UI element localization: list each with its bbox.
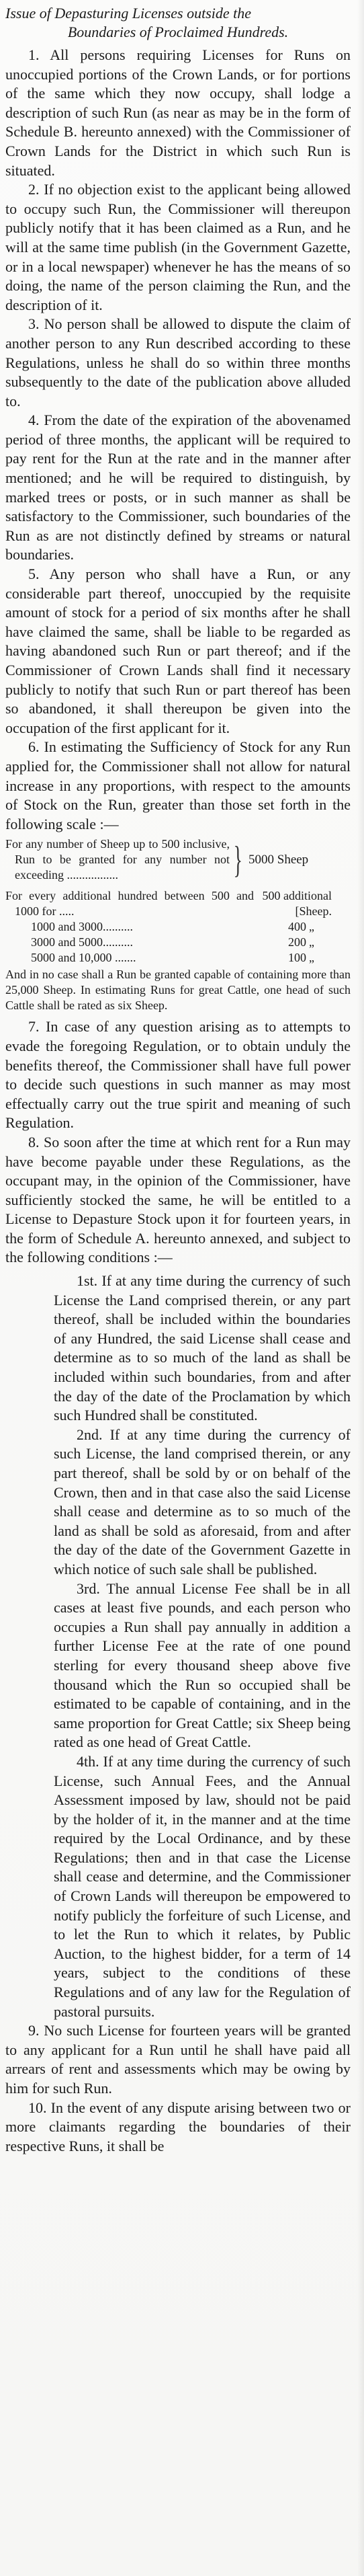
scale-additional-value: 500 additional [Sheep. [262,889,332,919]
scale-note: And in no case shall a Run be granted capable of containing more than 25,000 Sheep. In estimating Runs for great Cattle, one head of such Cattle shall be rated as six Sheep. [5,968,351,1013]
scale-tier-value: 200 [288,935,306,949]
regulation-paragraph-5: 5. Any person who shall have a Run, or any considerable part thereof, unoccupied by the requisite amount of stock for a period of six months after he shall have claimed the same, shall be liable to be regarded as having abandoned such Run or part thereof; and if the Commissioner of Crown Lands shall find it necessary publicly to notify that such Run or part thereof has been so abandoned, it shall thereupon be given into the occupation of the first applicant for it. [5,565,351,736]
scale-tier-row [5,935,351,950]
regulation-paragraph-9: 9. No such License for fourteen years will be granted to any applicant for a Run until he shall have paid all arrears of rent and assessments which may be owing by him for such Run. [5,2022,351,2097]
scan-shadow-edge [357,0,364,2576]
condition-2nd: 2nd. If at any time during the currency of such License, the land comprised therein, or any part thereof, shall be sold by or on behalf of the Crown, then and in that case also the said License shall cease and determine as to so much of the land as shall be sold as aforesaid, from and after the day of the date of the Government Gazette in which notice of such sale shall be published. [54,1426,351,1577]
regulation-paragraph-1: 1. All persons requiring Licenses for Runs on unoccupied portions of the Crown Lands, or for portions of the same which they now occupy, shall lodge a description of such Run (as near as may be in the form of Schedule B. hereunto annexed) with the Commissioner of Crown Lands for the District in which such Run is situated. [5,46,351,179]
regulation-paragraph-4: 4. From the date of the expiration of the abovenamed period of three months, the applicant will be required to pay rent for the Run at the rate and in the manner after mentioned; and he will be required to distinguish, by marked trees or posts, or in such manner as shall be satisfactory to the Commissioner, such boundaries of the Run as are not distinctly defined by streams or natural boundaries. [5,412,351,563]
scale-tier-range: 3000 and 5000.......... [31,935,133,949]
regulation-paragraph-2: 2. If no objection exist to the applicant being allowed to occupy such Run, the Commissioner will thereupon publicly notify that it has been claimed as a Run, and he will at the same time publish (in the Government Gazette, or in a local newspaper) whenever he has the means of so doing, the name of the person claiming the Run, and the description of it. [5,181,351,313]
regulation-paragraph-8: 8. So soon after the time at which rent for a Run may have become payable under these Regulations, as the occupant may, in the opinion of the Commissioner, have sufficiently stocked the same, he will be entitled to a License to Depasture Stock upon it for fourteen years, in the form of Schedule A. hereunto annexed, and subject to the following conditions :— [5,1133,351,1266]
condition-1st: 1st. If at any time during the currency of such License the Land comprised therein, or any part thereof, shall be included within the boundaries of any Hundred, the said License shall cease and determine as to so much of the land as shall be included within such boundaries, from and after the day of the date of the Proclamation by which such Hundred shall be constituted. [54,1272,351,1424]
regulation-column [5,4,351,2156]
license-conditions [54,1272,351,2021]
condition-4th: 4th. If at any time during the currency of such License, such Annual Fees, and the Annual Assessment imposed by law, should not be paid by the holder of it, in the manner and at the time required by the Local Ordinance, and by these Regulations; then and in that case the License shall cease and determine, and the Commissioner of Crown Lands will thereupon be empowered to notify publicly the forfeiture of such License, and to let the Run to which it relates, by Public Auction, to the highest bidder, for a term of 14 years, subject to the conditions of these Regulations and of any law for the Regulation of pastoral pursuits. [54,1752,351,2020]
scale-tier-row [5,950,351,966]
scale-tier-value: 100 [288,951,306,965]
scale-tier-suffix: „ [309,951,314,965]
scale-first-row [5,836,351,883]
scale-first-label: For any number of Sheep up to 500 inclusive, Run to be granted for any number not exceeding ................. [5,837,230,882]
regulation-paragraph-6: 6. In estimating the Sufficiency of Stock for any Run applied for, the Commissioner shall not allow for natural increase in any proportions, with respect to the amounts of Stock on the Run, greater than those set forth in the following scale :— [5,738,351,832]
condition-3rd: 3rd. The annual License Fee shall be in all cases at least five pounds, and each person who occupies a Run shall pay annually in addition a further License Fee at the rate of one pound sterling for every thousand sheep above five thousand which the Run so occupied shall be estimated to be capable of containing, and in the same proportion for Great Cattle; six Sheep being rated as one head of Great Cattle. [54,1579,351,1751]
heading-line-2: Boundaries of Proclaimed Hundreds. [67,24,289,40]
scale-tier-range: 5000 and 10,000 ....... [31,951,136,965]
heading-line-1: Issue of Depasturing Licenses outside the [5,5,252,22]
brace-glyph: } [233,838,242,881]
scale-tier-suffix: „ [309,920,314,934]
regulation-paragraph-7: 7. In case of any question arising as to attempts to evade the foregoing Regulation, or to obtain unduly the benefits thereof, the Commissioner shall have full power to decide such questions in such manner as may most effectually carry out the true spirit and meaning of such Regulation. [5,1018,351,1132]
scale-tier-row [5,919,351,935]
scale-first-value: 5000 Sheep [248,853,309,867]
scale-additional-row [5,888,351,919]
scale-tier-suffix: „ [309,935,314,949]
regulation-paragraph-10: 10. In the event of any dispute arising between two or more claimants regarding the boundaries of their respective Runs, it shall be [5,2099,351,2154]
scale-tier-range: 1000 and 3000.......... [31,920,133,934]
stock-scale-table [5,836,351,1013]
regulation-paragraph-3: 3. No person shall be allowed to dispute the claim of another person to any Run described according to these Regulations, unless he shall do so within three months subsequently to the date of the publication above alluded to. [5,315,351,409]
section-heading [5,4,351,42]
scale-additional-label: For every additional hundred between 500 and 1000 for ..... [5,889,254,919]
scale-tier-value: 400 [288,920,306,934]
